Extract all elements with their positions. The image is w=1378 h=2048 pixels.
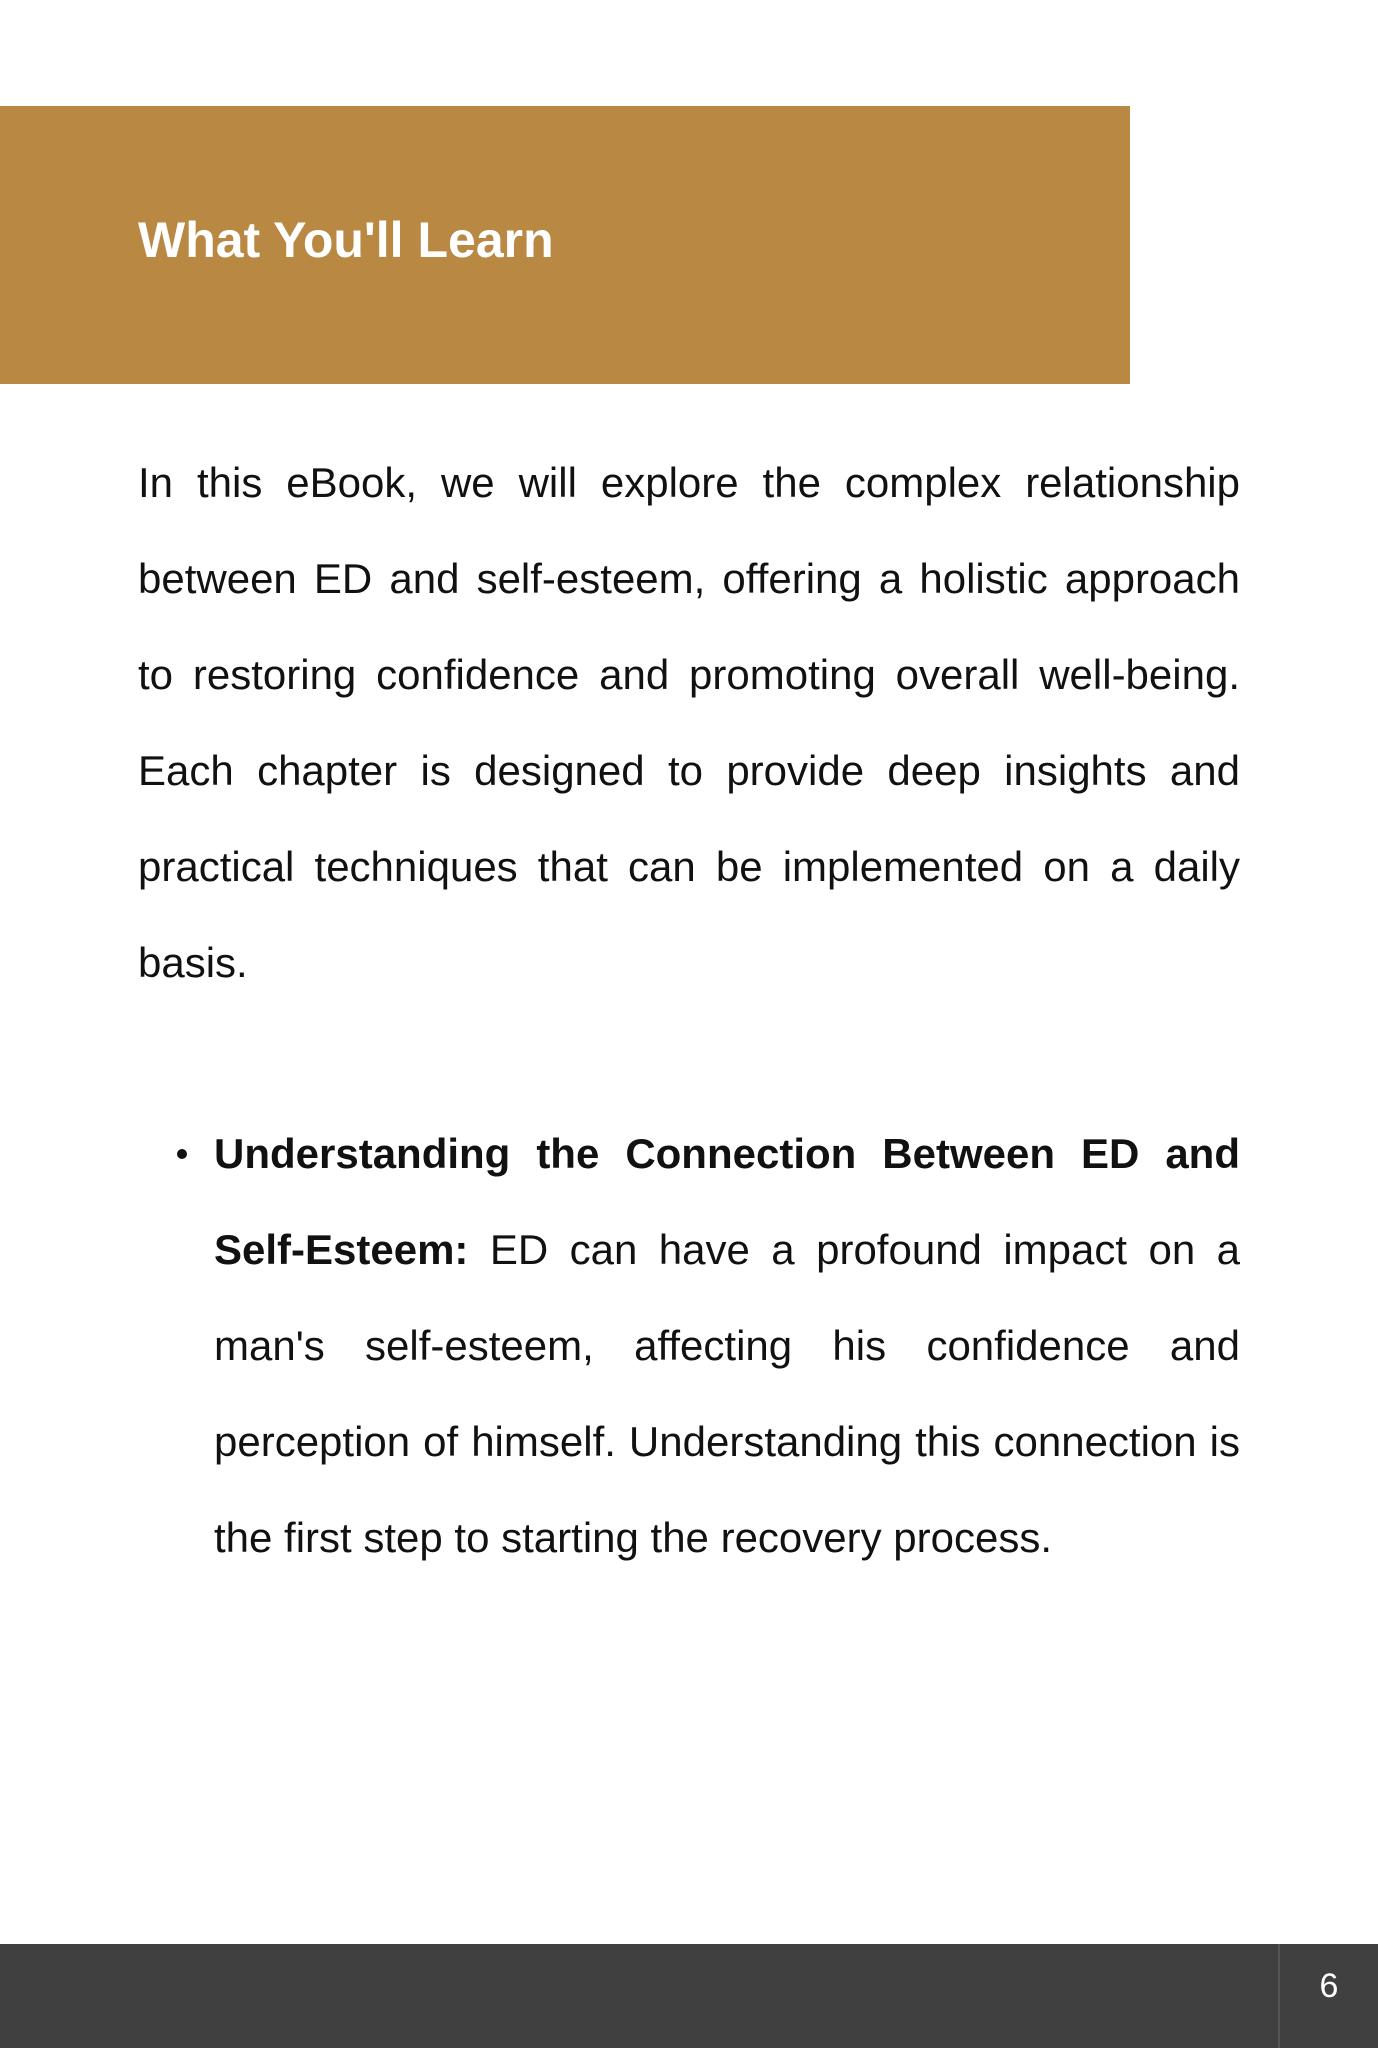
intro-paragraph: In this eBook, we will explore the complex relationship between ED and self-esteem, offering a holistic approach to restoring confidence and promoting overall well-being. Each chapter is designed to provide deep insights and practical techniques that can be implemented on a daily basis.	[138, 459, 1240, 986]
bullet-point-icon	[177, 1149, 187, 1159]
page-title: What You'll Learn	[138, 212, 554, 268]
page-number: 6	[1319, 1967, 1339, 2005]
bullet-text	[214, 1106, 1240, 1586]
bullet-term: Understanding the Connection Between ED and Self-Esteem:	[214, 1130, 1240, 1273]
footer-bar	[0, 1944, 1378, 2048]
bullet-description: ED can have a profound impact on a man's self-esteem, affecting his confidence and perception of himself. Understanding this connection is the first step to starting the recovery process.	[214, 1226, 1240, 1561]
